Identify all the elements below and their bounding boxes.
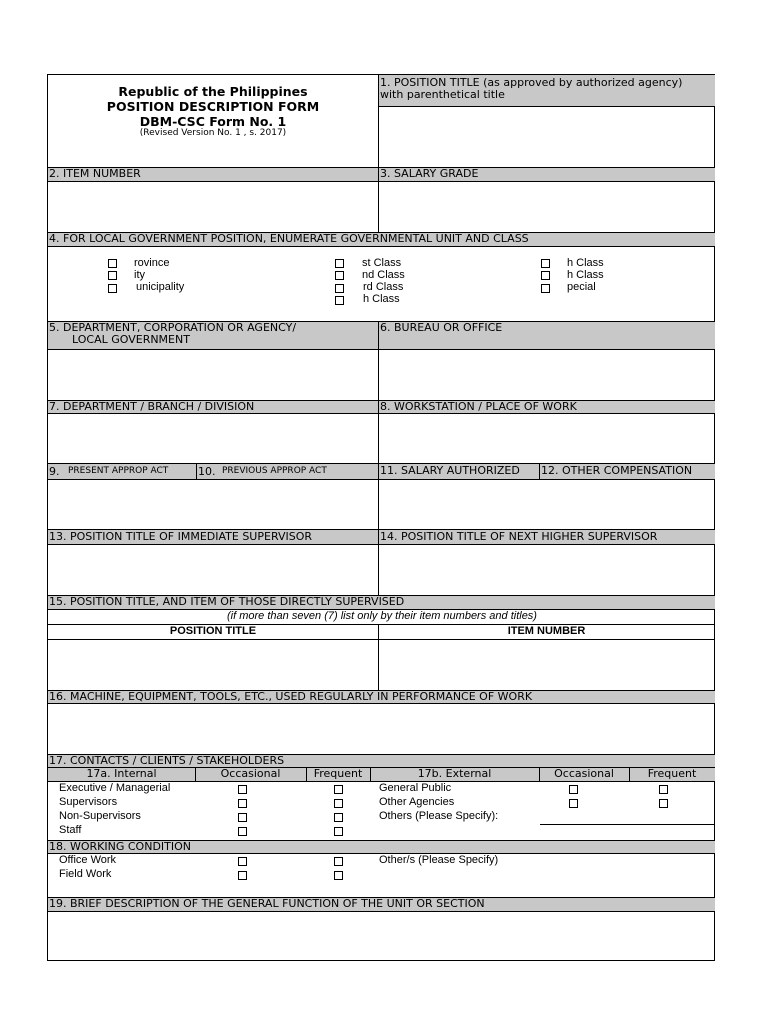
internal-contact: Supervisors — [59, 796, 118, 808]
position-description-form — [47, 74, 715, 961]
working-occasional-checkbox[interactable] — [238, 871, 247, 880]
field-15-col-position: POSITION TITLE — [169, 625, 257, 637]
form-number: DBM-CSC Form No. 1 — [139, 114, 287, 129]
external-frequent-header: Frequent — [647, 767, 697, 780]
field-9-label: PRESENT APPROP ACT — [68, 466, 169, 476]
field-6-label: 6. BUREAU OR OFFICE — [380, 321, 503, 334]
field-4-label: 4. FOR LOCAL GOVERNMENT POSITION, ENUMERATE GOVERNMENTAL UNIT AND CLASS — [49, 232, 529, 245]
field-5-input[interactable] — [49, 350, 378, 400]
internal-contact: Staff — [59, 824, 82, 836]
field-17a-label: 17a. Internal — [86, 767, 157, 780]
field-2-label: 2. ITEM NUMBER — [49, 167, 141, 180]
field-6-input[interactable] — [379, 350, 714, 400]
form-title: POSITION DESCRIPTION FORM — [106, 99, 320, 114]
working-condition: Office Work — [59, 854, 117, 866]
field-15-position-input[interactable] — [49, 640, 378, 690]
field-8-label: 8. WORKSTATION / PLACE OF WORK — [380, 400, 577, 413]
field-1-label-cont: with parenthetical title — [380, 88, 505, 101]
lgu-checkbox[interactable] — [335, 296, 344, 305]
external-occasional-header: Occasional — [554, 767, 614, 780]
field-15-col-item: ITEM NUMBER — [507, 625, 586, 637]
internal-occasional-header: Occasional — [220, 767, 281, 780]
lgu-checkbox[interactable] — [108, 284, 117, 293]
field-9-number: 9. — [49, 465, 60, 478]
lgu-option: nd Class — [362, 269, 405, 281]
lgu-option: rovince — [134, 257, 170, 269]
working-condition: Field Work — [59, 868, 112, 880]
field-17-label: 17. CONTACTS / CLIENTS / STAKEHOLDERS — [49, 754, 285, 767]
internal-occasional-checkbox[interactable] — [238, 813, 247, 822]
field-5-label-cont: LOCAL GOVERNMENT — [72, 333, 190, 346]
lgu-option: h Class — [363, 293, 400, 305]
field-9-10-input[interactable] — [49, 480, 378, 529]
lgu-checkbox[interactable] — [541, 259, 550, 268]
lgu-checkbox[interactable] — [335, 259, 344, 268]
field-19-label: 19. BRIEF DESCRIPTION OF THE GENERAL FUNCTION OF THE UNIT OR SECTION — [49, 897, 485, 910]
external-contact: Others (Please Specify): — [379, 810, 499, 822]
republic-heading: Republic of the Philippines — [118, 84, 308, 99]
working-frequent-checkbox[interactable] — [334, 871, 343, 880]
internal-frequent-checkbox[interactable] — [334, 827, 343, 836]
lgu-option: ity — [134, 269, 145, 281]
external-occasional-checkbox[interactable] — [569, 785, 578, 794]
field-11-12-input[interactable] — [379, 480, 714, 529]
lgu-option: h Class — [567, 257, 604, 269]
internal-frequent-checkbox[interactable] — [334, 785, 343, 794]
field-15-note: (if more than seven (7) list only by their item numbers and titles) — [227, 610, 537, 622]
field-16-input[interactable] — [49, 704, 715, 754]
lgu-checkbox[interactable] — [108, 259, 117, 268]
field-2-input[interactable] — [49, 182, 378, 232]
field-15-label: 15. POSITION TITLE, AND ITEM OF THOSE DIRECTLY SUPERVISED — [49, 595, 405, 608]
external-contact: Other Agencies — [379, 796, 455, 808]
external-occasional-checkbox[interactable] — [569, 799, 578, 808]
lgu-checkbox[interactable] — [108, 271, 117, 280]
lgu-option: pecial — [567, 281, 596, 293]
field-17b-label: 17b. External — [417, 767, 492, 780]
field-7-input[interactable] — [49, 414, 378, 463]
field-1-input[interactable] — [379, 107, 714, 167]
lgu-checkbox[interactable] — [335, 284, 344, 293]
field-10-number: 10. — [198, 465, 216, 478]
external-frequent-checkbox[interactable] — [659, 799, 668, 808]
field-11-label: 11. SALARY AUTHORIZED — [380, 464, 520, 477]
field-13-label: 13. POSITION TITLE OF IMMEDIATE SUPERVISOR — [49, 530, 313, 543]
lgu-checkbox[interactable] — [541, 271, 550, 280]
working-occasional-checkbox[interactable] — [238, 857, 247, 866]
field-16-label: 16. MACHINE, EQUIPMENT, TOOLS, ETC., USED REGULARLY IN PERFORMANCE OF WORK — [49, 690, 533, 703]
field-5-label: 5. DEPARTMENT, CORPORATION OR AGENCY/ — [49, 321, 297, 334]
field-14-label: 14. POSITION TITLE OF NEXT HIGHER SUPERVISOR — [380, 530, 658, 543]
internal-occasional-checkbox[interactable] — [238, 827, 247, 836]
lgu-option: st Class — [362, 257, 402, 269]
field-7-label: 7. DEPARTMENT / BRANCH / DIVISION — [49, 400, 255, 413]
field-18-label: 18. WORKING CONDITION — [49, 840, 192, 853]
form-revision: (Revised Version No. 1 , s. 2017) — [139, 128, 287, 138]
field-19-input[interactable] — [49, 912, 715, 961]
external-other-input[interactable] — [540, 809, 715, 824]
internal-contact: Non-Supervisors — [59, 810, 141, 822]
internal-contact: Executive / Managerial — [59, 782, 171, 794]
lgu-checkbox[interactable] — [541, 284, 550, 293]
field-15-item-input[interactable] — [379, 640, 714, 690]
field-13-input[interactable] — [49, 545, 378, 595]
external-frequent-checkbox[interactable] — [659, 785, 668, 794]
internal-occasional-checkbox[interactable] — [238, 785, 247, 794]
field-10-label: PREVIOUS APPROP ACT — [222, 466, 327, 476]
lgu-option: unicipality — [136, 281, 185, 293]
field-3-label: 3. SALARY GRADE — [380, 167, 479, 180]
field-14-input[interactable] — [379, 545, 714, 595]
working-frequent-checkbox[interactable] — [334, 857, 343, 866]
field-1-label: 1. POSITION TITLE (as approved by authorized agency) — [380, 76, 683, 89]
field-12-label: 12. OTHER COMPENSATION — [541, 464, 693, 477]
external-contact: General Public — [379, 782, 452, 794]
internal-frequent-checkbox[interactable] — [334, 813, 343, 822]
field-8-input[interactable] — [379, 414, 714, 463]
internal-occasional-checkbox[interactable] — [238, 799, 247, 808]
lgu-checkbox[interactable] — [335, 271, 344, 280]
field-3-input[interactable] — [379, 182, 714, 232]
lgu-option: rd Class — [363, 281, 404, 293]
internal-frequent-checkbox[interactable] — [334, 799, 343, 808]
internal-frequent-header: Frequent — [313, 767, 363, 780]
lgu-option: h Class — [567, 269, 604, 281]
working-other-label: Other/s (Please Specify) — [379, 854, 499, 866]
